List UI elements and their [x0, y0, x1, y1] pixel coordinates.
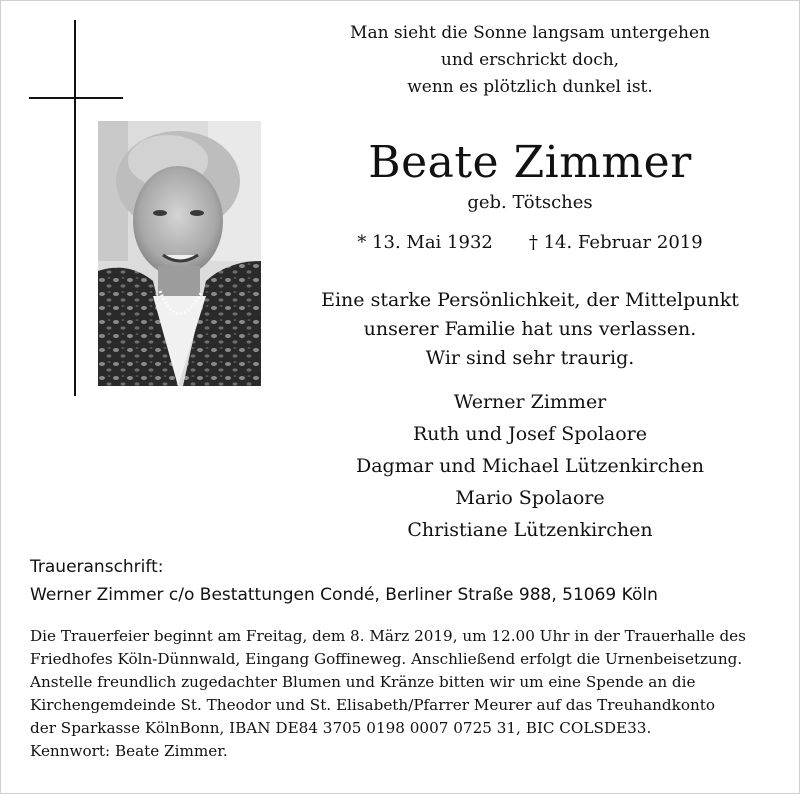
verse-line: und erschrickt doch, — [440, 50, 620, 70]
verse-line: Man sieht die Sonne langsam untergehen — [350, 23, 710, 43]
tribute-line: Eine starke Persönlichkeit, der Mittelpunkt — [321, 289, 739, 311]
mourning-address — [30, 553, 770, 609]
tribute-text — [300, 286, 760, 373]
life-dates — [330, 230, 730, 256]
mourner-name: Werner Zimmer — [453, 391, 607, 413]
deceased-name: Beate Zimmer — [368, 137, 692, 188]
cross-icon-vertical — [74, 20, 76, 396]
mourner-name: Mario Spolaore — [455, 487, 605, 509]
notice-line: Anstelle freundlich zugedachter Blumen und Kränze bitten wir um eine Spende an die — [30, 673, 696, 691]
verse — [330, 20, 730, 101]
birth-date: * 13. Mai 1932 — [357, 232, 493, 253]
notice-line: der Sparkasse KölnBonn, IBAN DE84 3705 0198 0007 0725 31, BIC COLSDE33. — [30, 719, 652, 737]
mourners-list — [300, 386, 760, 546]
mourner-name: Dagmar und Michael Lützenkirchen — [356, 455, 704, 477]
notice-line: Friedhofes Köln-Dünnwald, Eingang Goffineweg. Anschließend erfolgt die Urnenbeisetzung. — [30, 650, 743, 668]
mourner-name: Ruth und Josef Spolaore — [412, 423, 648, 445]
tribute-line: Wir sind sehr traurig. — [425, 347, 635, 369]
tribute-line: unserer Familie hat uns verlassen. — [363, 318, 697, 340]
notice-line: Kirchengemdeinde St. Theodor und St. Elisabeth/Pfarrer Meurer auf das Treuhandkonto — [30, 696, 716, 714]
portrait-photo — [98, 121, 261, 386]
mourner-name: Christiane Lützenkirchen — [407, 519, 653, 541]
maiden-name: geb. Tötsches — [467, 192, 593, 213]
cross-icon-horizontal — [29, 97, 123, 99]
notice-line: Die Trauerfeier beginnt am Freitag, dem 8. März 2019, um 12.00 Uhr in der Trauerhalle des — [30, 627, 746, 645]
address-label: Traueranschrift: — [30, 557, 164, 577]
death-date: † 14. Februar 2019 — [528, 232, 703, 253]
address-value: Werner Zimmer c/o Bestattungen Condé, Berliner Straße 988, 51069 Köln — [30, 585, 658, 605]
notice-line: Kennwort: Beate Zimmer. — [30, 742, 228, 760]
funeral-notice — [30, 625, 780, 763]
verse-line: wenn es plötzlich dunkel ist. — [407, 77, 653, 97]
